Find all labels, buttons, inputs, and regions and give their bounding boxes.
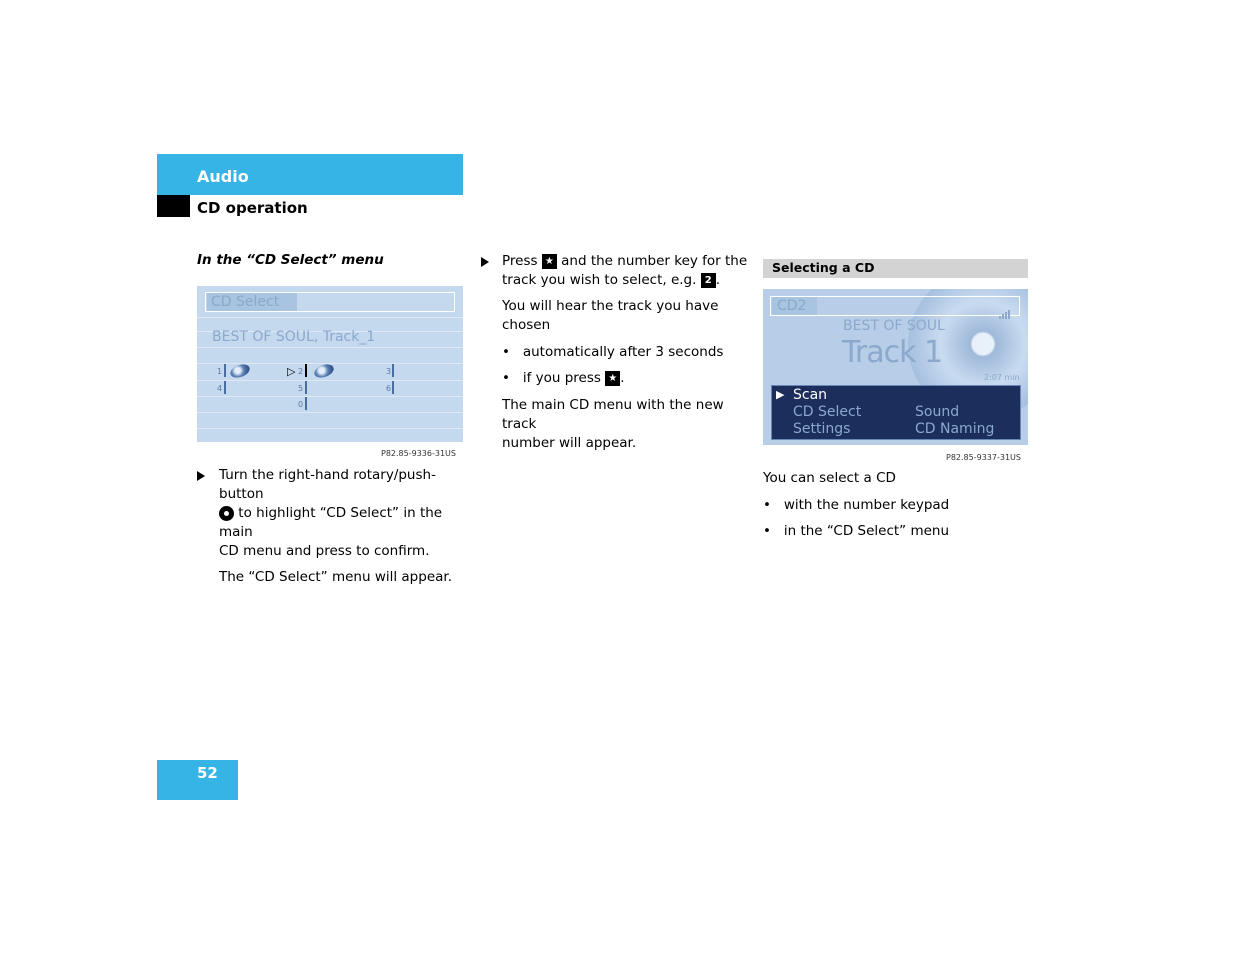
slot-1-label: 1 [217,367,223,376]
step-text: track you wish to select, e.g. [502,272,697,288]
main-menu-text: number will appear. [502,435,637,451]
screen-title: CD2 [772,297,817,315]
track-label: Track 1 [842,335,943,370]
step-text: to highlight “CD Select” in the main [219,505,443,540]
step-text: Turn the right-hand rotary/push-button [219,467,436,502]
signal-icon [999,300,1011,319]
album-label: BEST OF SOUL [843,318,945,334]
album-track-label: BEST OF SOUL, Track_1 [212,329,376,345]
main-menu-text: The main CD menu with the new track [502,397,724,432]
figure-caption: P82.85-9336-31US [381,449,456,458]
cd-main-screen [763,289,1028,445]
subsection-marker [157,195,190,217]
star-key-icon: ★ [605,371,620,386]
menu-item-sound[interactable]: Sound [915,404,960,420]
number-key-2: 2 [701,273,716,288]
bullet-text: with the number keypad [783,497,950,513]
section-title: Audio [197,167,249,186]
cd-select-screen [197,286,463,442]
selection-arrow-icon: ▶ [776,388,785,401]
step-text: CD menu and press to confirm. [219,543,430,559]
hear-text: You will hear the track you have chosen [502,298,719,333]
bullet-text: if you press [522,370,601,386]
bullet-text: in the “CD Select” menu [783,523,950,539]
cd-menu [771,385,1021,440]
screen-header [770,296,1020,316]
slot-4-label: 4 [217,384,223,393]
slot-5-label: 5 [298,384,304,393]
step-text: Press [502,253,538,269]
menu-item-settings[interactable]: Settings [793,421,851,437]
step-arrow-icon [481,257,489,267]
play-indicator-icon: ▷ [287,365,296,378]
slot-0-label: 0 [298,400,304,409]
step-arrow-icon [197,471,205,481]
screen-title: CD Select [207,293,297,311]
section-label: Selecting a CD [772,260,875,275]
cd-disc-icon [313,362,336,380]
screen-header [205,292,455,312]
page-number: 52 [197,764,218,782]
time-label: 2:07 min [984,373,1020,382]
slot-6-label: 6 [386,384,392,393]
menu-heading: In the “CD Select” menu [197,252,384,268]
star-key-icon: ★ [542,254,557,269]
subsection-title: CD operation [197,199,308,217]
bullet-text: automatically after 3 seconds [522,344,724,360]
cd-disc-icon [229,362,252,380]
rotary-button-icon [219,506,234,521]
step-text: and the number key for the [561,253,748,269]
menu-item-cd-naming[interactable]: CD Naming [915,421,995,437]
result-text: The “CD Select” menu will appear. [219,569,452,585]
menu-item-scan[interactable]: Scan [793,387,828,403]
menu-item-cd-select[interactable]: CD Select [793,404,862,420]
intro-text: You can select a CD [763,470,896,486]
slot-2-label: 2 [298,367,304,376]
slot-3-label: 3 [386,367,392,376]
figure-caption: P82.85-9337-31US [946,453,1021,462]
